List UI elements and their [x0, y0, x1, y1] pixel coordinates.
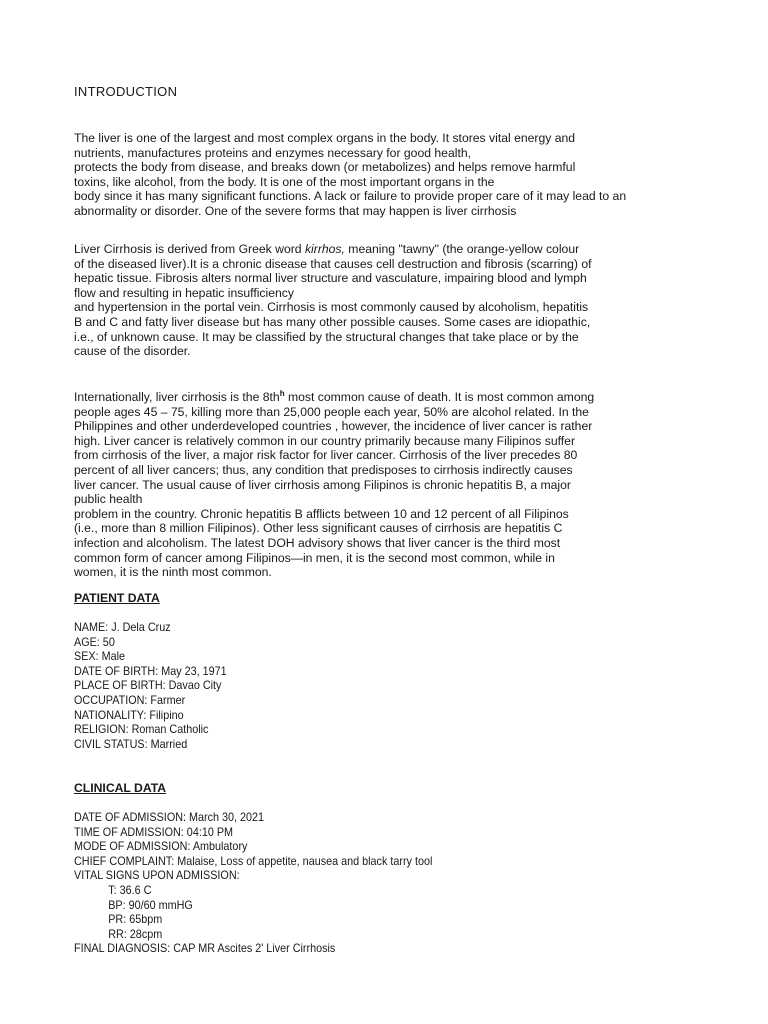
greek-word: kirrhos, — [304, 242, 345, 256]
ordinal-superscript: h — [279, 389, 285, 398]
vital-blood-pressure: BP: 90/60 mmHG — [108, 897, 193, 912]
paragraph-line: problem in the country. Chronic hepatitis B afflicts between 10 and 12 percent of all Filipinos — [74, 506, 569, 521]
patient-age: AGE: 50 — [74, 634, 115, 649]
clinical-data-heading: CLINICAL DATA — [74, 781, 167, 795]
patient-nationality: NATIONALITY: Filipino — [74, 707, 184, 722]
paragraph-line: body since it has many significant functions. A lack or failure to provide proper care of it may lead to an — [74, 189, 627, 204]
mode-of-admission: MODE OF ADMISSION: Ambulatory — [74, 839, 248, 854]
intro-paragraph-1 — [74, 131, 754, 219]
text-run: meaning "tawny" (the orange-yellow colour — [344, 242, 580, 256]
patient-place-of-birth: PLACE OF BIRTH: Davao City — [74, 678, 222, 693]
vital-respiratory-rate: RR: 28cpm — [108, 926, 163, 941]
paragraph-line: flow and resulting in hepatic insufficiency — [74, 285, 294, 300]
intro-paragraph-2 — [74, 242, 754, 359]
time-of-admission: TIME OF ADMISSION: 04:10 PM — [74, 824, 234, 839]
paragraph-line: abnormality or disorder. One of the severe forms that may happen is liver cirrhosis — [74, 203, 517, 218]
date-of-admission: DATE OF ADMISSION: March 30, 2021 — [74, 810, 265, 824]
vital-pulse-rate: PR: 65bpm — [108, 912, 163, 927]
patient-data-list — [74, 620, 227, 751]
patient-sex: SEX: Male — [74, 649, 126, 664]
paragraph-line: B and C and fatty liver disease but has many other possible causes. Some cases are idiopathic, — [74, 314, 591, 329]
clinical-data-list — [74, 810, 432, 956]
paragraph-line: toxins, like alcohol, from the body. It is one of the most important organs in the — [74, 174, 495, 189]
paragraph-line: hepatic tissue. Fibrosis alters normal liver structure and vasculature, impairing blood and lymph — [74, 271, 587, 286]
patient-name: NAME: J. Dela Cruz — [74, 620, 171, 634]
vital-temperature: T: 36.6 C — [108, 882, 152, 897]
paragraph-line: Philippines and other underdeveloped countries , however, the incidence of liver cancer is rather — [74, 419, 593, 434]
paragraph-line: public health — [74, 492, 143, 507]
paragraph-line: of the diseased liver).It is a chronic disease that causes cell destruction and fibrosis (scarring) of — [74, 256, 592, 271]
paragraph-line: women, it is the ninth most common. — [74, 565, 272, 580]
patient-data-heading: PATIENT DATA — [74, 591, 160, 605]
paragraph-line: common form of cancer among Filipinos—in men, it is the second most common, while in — [74, 550, 555, 565]
text-run: Liver Cirrhosis is derived from Greek word — [74, 242, 305, 256]
intro-paragraph-3 — [74, 387, 754, 580]
paragraph-line: nutrients, manufactures proteins and enzymes necessary for good health, — [74, 145, 471, 160]
paragraph-line: liver cancer. The usual cause of liver cirrhosis among Filipinos is chronic hepatitis B, a major — [74, 477, 571, 492]
paragraph-line: cause of the disorder. — [74, 344, 191, 359]
paragraph-line: infection and alcoholism. The latest DOH advisory shows that liver cancer is the third most — [74, 536, 561, 550]
paragraph-line — [74, 242, 754, 257]
final-diagnosis: FINAL DIAGNOSIS: CAP MR Ascites 2' Liver Cirrhosis — [74, 941, 336, 956]
paragraph-line: The liver is one of the largest and most complex organs in the body. It stores vital energy and — [74, 131, 576, 145]
patient-religion: RELIGION: Roman Catholic — [74, 722, 209, 737]
vital-signs-label: VITAL SIGNS UPON ADMISSION: — [74, 868, 240, 883]
paragraph-line: and hypertension in the portal vein. Cirrhosis is most commonly caused by alcoholism, hepatitis — [74, 300, 589, 315]
text-run: most common cause of death. It is most common among — [284, 390, 595, 405]
chief-complaint: CHIEF COMPLAINT: Malaise, Loss of appetite, nausea and black tarry tool — [74, 853, 433, 868]
paragraph-line: i.e., of unknown cause. It may be classified by the structural changes that take place or by the — [74, 329, 579, 344]
paragraph-line: protects the body from disease, and breaks down (or metabolizes) and helps remove harmful — [74, 160, 576, 175]
patient-occupation: OCCUPATION: Farmer — [74, 692, 186, 707]
paragraph-line: high. Liver cancer is relatively common in our country primarily because many Filipinos suffer — [74, 433, 576, 448]
paragraph-line: (i.e., more than 8 million Filipinos). Other less significant causes of cirrhosis are hepatitis C — [74, 521, 563, 536]
introduction-heading: INTRODUCTION — [74, 84, 178, 99]
text-run: Internationally, liver cirrhosis is the 8th — [74, 390, 280, 405]
patient-date-of-birth: DATE OF BIRTH: May 23, 1971 — [74, 663, 227, 678]
patient-civil-status: CIVIL STATUS: Married — [74, 736, 188, 751]
paragraph-line: from cirrhosis of the liver, a major risk factor for liver cancer. Cirrhosis of the liver precedes 80 — [74, 448, 578, 463]
paragraph-line: percent of all liver cancers; thus, any condition that predisposes to cirrhosis indirectly causes — [74, 463, 573, 478]
paragraph-line — [74, 387, 754, 405]
paragraph-line: people ages 45 – 75, killing more than 25,000 people each year, 50% are alcohol related. In the — [74, 404, 589, 419]
